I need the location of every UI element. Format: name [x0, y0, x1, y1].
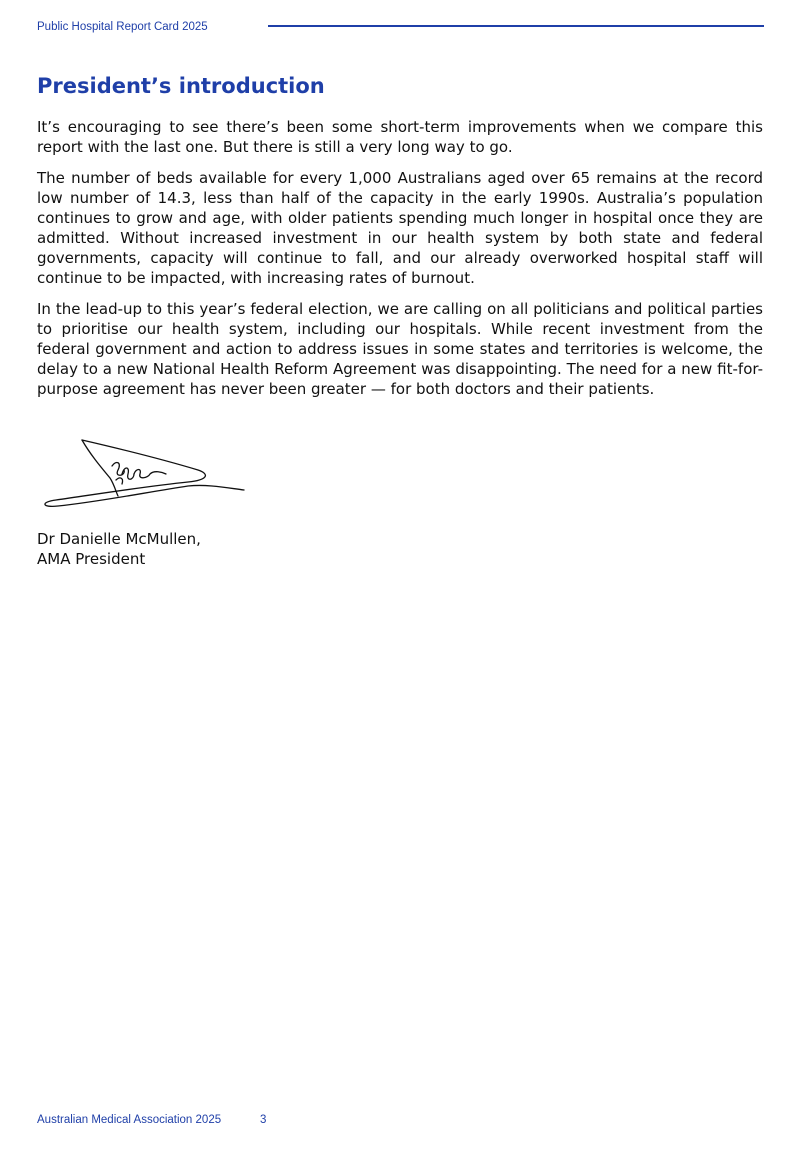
- signatory-role: AMA President: [37, 550, 146, 568]
- paragraph: In the lead-up to this year’s federal election, we are calling on all politicians and political parties to prioritise our health system, including our hospitals. While recent investment from the federal government and action to address issues in some states and territories is welcome, the delay to a new National Health Reform Agreement was disappointing. The need for a new fit-for-purpose agreement has never been greater — for both doctors and their patients.: [37, 300, 763, 398]
- page-number: 3: [260, 1114, 267, 1126]
- body-text: [37, 117, 763, 410]
- signatory: [37, 529, 201, 569]
- page-title: President’s introduction: [37, 74, 325, 98]
- header-rule: [268, 25, 764, 27]
- paragraph: It’s encouraging to see there’s been some short-term improvements when we compare this report with the last one. But there is still a very long way to go.: [37, 118, 763, 156]
- signatory-name: Dr Danielle McMullen,: [37, 530, 201, 548]
- handwritten-signature: [38, 436, 250, 510]
- paragraph: The number of beds available for every 1,000 Australians aged over 65 remains at the record low number of 14.3, less than half of the capacity in the early 1990s. Australia’s population continues to grow and age, with older patients spending much longer in hospital once they are admitted. Without increased investment in our health system by both state and federal governments, capacity will continue to fall, and our already overworked hospital staff will continue to be impacted, with increasing rates of burnout.: [37, 169, 763, 287]
- running-header: Public Hospital Report Card 2025: [37, 21, 208, 33]
- footer-organisation: Australian Medical Association 2025: [37, 1114, 222, 1126]
